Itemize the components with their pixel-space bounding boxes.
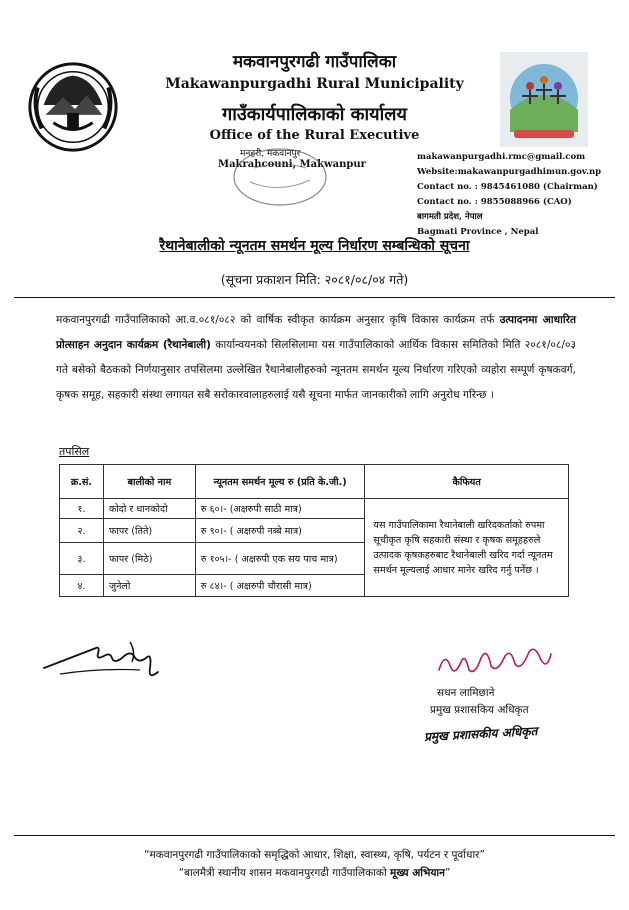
- column-header-price: न्यूनतम समर्थन मूल्य रु (प्रति के.जी.): [195, 465, 365, 499]
- municipality-name-en: Makawanpurgadhi Rural Municipality: [165, 76, 464, 92]
- column-header-sn: क्र.सं.: [60, 465, 104, 499]
- contact-cao: Contact no. : 9855088966 (CAO): [417, 197, 572, 207]
- province-en: Bagmati Province , Nepal: [417, 227, 539, 237]
- office-name-np: गाउँकार्यपालिकाको कार्यालय: [222, 104, 407, 125]
- details-label: तपसिल: [59, 445, 90, 458]
- contact-chairman: Contact no. : 9845461080 (Chairman): [417, 182, 598, 192]
- left-signature: [40, 628, 170, 683]
- footer-slogan-2: [0, 866, 629, 880]
- notice-body-part2: कार्यान्वयनको सिलसिलामा यस गाउँपालिकाको आर्थिक विकास समितिको मिति २०८१/०८/०३ गते बसेको बैठकको निर्णयानुसार तपसिलमा उल्लेखित रैथानेबालीहरुको न्यूनतम समर्थन मूल्य निर्धारण गरिएको व्यहोरा सम्पूर्ण कृषकवर्ग, कृषक समूह, सहकारी संस्था लगायत सबै सरोकारवालाहरुलाई यसै सूचना मार्फत जानकारीको लागि अनुरोध गरिन्छ ।: [56, 339, 576, 401]
- notice-body-program: उत्पादनमा आधारित प्रोत्साहन अनुदान कार्यक्रम (रैथानेबाली): [56, 314, 576, 351]
- header-divider: [14, 297, 615, 298]
- province-np: बागमती प्रदेश, नेपाल: [417, 212, 483, 222]
- footer-divider: [14, 835, 615, 836]
- row-sn: १.: [60, 499, 104, 519]
- address-en: Makrahcouni, Makwanpur: [218, 159, 366, 170]
- contact-email: makawanpurgadhi.rmc@gmail.com: [417, 152, 586, 162]
- contact-website: Website:makawanpurgadhimun.gov.np: [417, 167, 602, 177]
- designation-stamp: प्रमुख प्रशासकीय अधिकृत: [423, 724, 538, 744]
- table-row: [60, 499, 569, 519]
- footer-slogan-2-bold: मूख्य अभियान: [390, 867, 445, 879]
- signer-name: सधन लामिछाने: [437, 687, 495, 699]
- municipality-name-np: मकवानपुरगढी गाउँपालिका: [232, 52, 397, 72]
- row-price: रु १०५।- ( अक्षरुपी एक सय पाच मात्र): [195, 543, 365, 575]
- footer-slogan-1: “मकवानपुरगढी गाउँपालिकाको समृद्धिको आधार, शिक्षा, स्वास्थ्य, कृषि, पर्यटन र पूर्वाधार”: [144, 849, 485, 861]
- column-header-crop: बालीको नाम: [103, 465, 195, 499]
- row-sn: २.: [60, 519, 104, 543]
- footer-slogan-2-part1: “बालमैत्री स्थानीय शासन मकवानपुरगढी गाउँपालिकाको: [178, 867, 391, 879]
- row-sn: ४.: [60, 575, 104, 597]
- row-sn: ३.: [60, 543, 104, 575]
- row-crop: कोदो र धानकोदो: [103, 499, 195, 519]
- row-price: रु ६०।- (अक्षरुपी साठी मात्र): [195, 499, 365, 519]
- office-name-en: Office of the Rural Executive: [209, 128, 420, 143]
- footer-slogan-2-part2: ”: [444, 867, 451, 879]
- row-price: रु ९०।- ( अक्षरुपी नब्बे मात्र): [195, 519, 365, 543]
- row-price: रु ८४।- ( अक्षरुपी चौरासी मात्र): [195, 575, 365, 597]
- signer-designation: प्रमुख प्रशासकिय अधिकृत: [430, 704, 529, 716]
- minimum-price-table: [59, 464, 569, 597]
- notice-body-part1: मकवानपुरगढी गाउँपालिकाको आ.व.०८१/०८२ को वार्षिक स्वीकृत कार्यक्रम अनुसार कृषि विकास कार्यक्रम तर्फ: [56, 314, 500, 326]
- right-signature: [435, 640, 555, 680]
- row-crop: फापर (मिठे): [103, 543, 195, 575]
- notice-body: [56, 308, 576, 408]
- address-np: मनहरी, मकवानपुर: [240, 149, 301, 159]
- column-header-remarks: कैफियत: [365, 465, 569, 499]
- notice-title: रैथानेबालीको न्यूनतम समर्थन मूल्य निर्धारण सम्बन्धिको सूचना: [159, 238, 470, 254]
- office-stamp: [230, 146, 330, 208]
- row-remarks: यस गाउँपालिकामा रैथानेबाली खरिदकर्ताको रुपमा सूचीकृत कृषि सहकारी संस्था र कृषक समूहहरुले उत्पादक कृषकहरुबाट रैथानेबाली खरिद गर्दा न्यूनतम समर्थन मूल्यलाई आधार मानेर खरिद गर्नु पर्नेछ ।: [365, 499, 569, 597]
- row-crop: फापर (तिते): [103, 519, 195, 543]
- publication-date: (सूचना प्रकाशन मिति: २०८१/०८/०४ गते): [220, 272, 409, 287]
- row-crop: जुनेलो: [103, 575, 195, 597]
